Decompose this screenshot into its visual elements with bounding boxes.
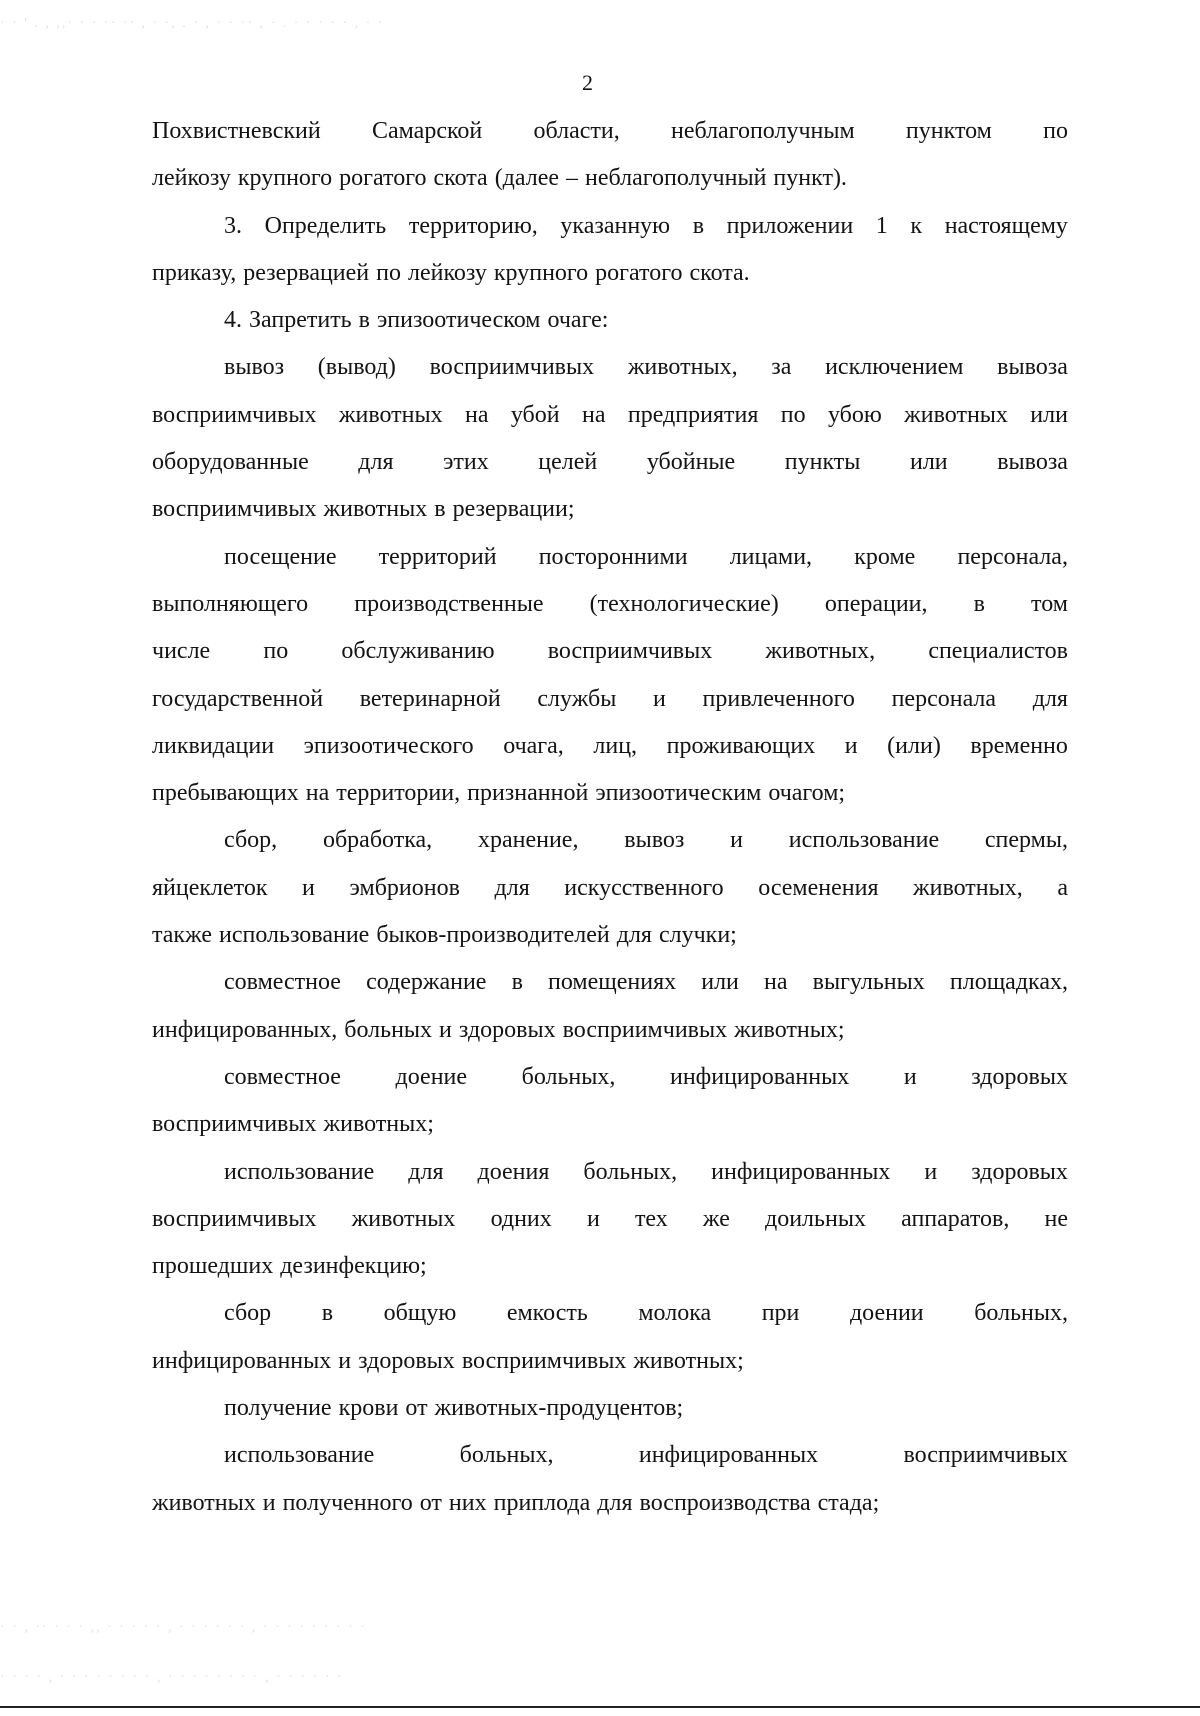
word: пребывающих [152,780,299,807]
word: для [1032,685,1068,712]
word: одних [490,1205,552,1232]
word: приложении [726,212,854,239]
word: очага, [503,732,564,759]
text-line [152,770,1068,817]
word: Самарской [371,118,483,144]
word: крупного [237,165,333,192]
word: эпизоотического [303,732,474,759]
word: на [764,969,788,996]
word: к [910,212,923,239]
word: 1 [875,212,888,239]
word: вывоза [997,449,1068,476]
word: при [761,1300,800,1327]
word: восприимчивых [903,1442,1068,1469]
word: лейкозу [408,259,487,286]
word: а [1057,874,1068,901]
word: скота [433,165,488,192]
word: вывоз [624,827,685,854]
word: сбор, [224,827,278,854]
word: обслуживанию [341,638,495,665]
text-line [152,534,1068,581]
word: прошедших [152,1253,274,1280]
text-line [152,1480,1068,1527]
word: для [616,922,652,949]
word: и [903,1063,917,1090]
word: больных [344,1016,433,1043]
word: от [419,1489,442,1516]
word: признанной [467,780,589,807]
word: восприимчивых [562,1016,728,1043]
word: совместное [224,969,341,996]
text-line [152,1432,1068,1479]
word: больных, [583,1158,678,1185]
word: восприимчивых [152,401,317,428]
word: Определить [264,212,387,239]
word: резервацией [243,259,370,286]
word: площадках, [949,969,1068,996]
word: животных [904,401,1008,428]
word: от [405,1395,428,1422]
text-line [152,1385,1068,1432]
text-line [152,108,1068,155]
word: доильных [765,1205,866,1232]
text-line [152,1101,1068,1148]
word: искусственного [564,874,724,901]
word: инфицированных [152,1347,332,1374]
word: для [358,449,394,476]
word: эпизоотическим [595,780,762,807]
word: в [321,1300,334,1327]
word: лейкозу [152,165,231,192]
scan-noise: · · ' . , ,,· · · ·· ·· , · ·, . · , · · ·· , · . · · · · · , · · [0,18,385,30]
word: здоровых [358,1347,455,1374]
word: территории, [336,780,461,807]
word: использование [788,827,940,854]
word: рогатого [595,259,683,286]
text-line [152,1290,1068,1337]
word: инфицированных [711,1158,891,1185]
word: операции, [824,590,928,617]
word: животных [323,496,428,523]
word: и [924,1158,938,1185]
text-line [152,439,1068,486]
word: (технологические) [589,590,779,617]
word: быков-производителей [376,922,610,949]
word: Похвистневский [152,118,321,144]
word: яйцеклеток [152,874,268,901]
word: (далее [494,165,560,192]
word: – [566,165,579,192]
word: в [434,496,446,523]
word: исключением [825,354,964,381]
word: посторонними [538,543,688,570]
word: рогатого [339,165,427,192]
word: убойные [646,449,736,476]
word: для [597,1489,633,1516]
word: (вывод) [317,354,396,381]
word: животных-продуцентов; [434,1395,684,1422]
word: вывоза [997,354,1068,381]
word: же [702,1205,730,1232]
word: территорий [378,543,497,570]
word: том [1031,590,1068,617]
word: здоровых [458,1016,556,1043]
word: и [262,1489,276,1516]
word: проживающих [666,732,816,759]
word: случки; [658,922,737,949]
word: инфицированных [638,1442,819,1469]
word: здоровых [971,1158,1068,1185]
word: спермы, [984,827,1068,854]
word: общую [383,1300,457,1327]
word: Запретить [249,307,352,334]
word: и [844,732,858,759]
word: этих [443,449,489,476]
scan-noise: · · , ·· · · · ,, · · · · · , · · · · · · , · · · · · · · · · [0,1622,367,1634]
word: неблагополучный [585,165,767,192]
text-line [152,959,1068,1006]
word: инфицированных, [152,1016,338,1043]
word: очаге: [547,307,609,334]
word: животных; [734,1016,845,1043]
word: убой [510,401,560,428]
word: очагом; [768,780,846,807]
text-line [152,817,1068,864]
word: по [1043,118,1068,144]
word: емкость [506,1300,588,1327]
word: государственной [152,685,324,712]
word: животных, [765,638,876,665]
word: на [465,401,489,428]
word: и [302,874,315,901]
word: осеменения [758,874,879,901]
text-line [152,203,1068,250]
word: животных, [627,354,738,381]
word: предприятия [627,401,759,428]
text-line [152,628,1068,675]
word: посещение [224,543,337,570]
word: животных [351,1205,456,1232]
word: тех [634,1205,668,1232]
word: эмбрионов [349,874,460,901]
word: крови [338,1395,399,1422]
word: вывоз [224,354,285,381]
word: или [701,969,739,996]
word: выполняющего [152,590,309,617]
word: не [1044,1205,1068,1232]
text-line [152,250,1068,297]
word: и [730,827,743,854]
word: для [408,1158,444,1185]
word: указанную [560,212,671,239]
word: совместное [224,1063,341,1090]
word: полученного [282,1489,413,1516]
text-line [152,392,1068,439]
word: эпизоотическом [376,307,541,334]
word: скота. [689,259,750,286]
word: в [973,590,985,617]
word: области, [533,118,620,144]
word: (или) [887,732,941,759]
word: пункт). [773,165,847,192]
word: животных; [633,1347,744,1374]
word: животных, [913,874,1023,901]
word: больных, [459,1442,554,1469]
word: стада; [817,1489,880,1516]
word: по [780,401,806,428]
word: или [909,449,948,476]
text-line [152,1149,1068,1196]
text-line [152,1054,1068,1101]
word: здоровых [971,1063,1068,1090]
word: восприимчивых [547,638,713,665]
text-line [152,865,1068,912]
word: использование [219,922,370,949]
word: использование [224,1158,375,1185]
text-line [152,1007,1068,1054]
word: резервации; [452,496,575,523]
word: и [338,1347,352,1374]
word: лиц, [593,732,638,759]
page-number: 2 [582,70,593,95]
word: восприимчивых [152,1111,317,1138]
word: воспроизводства [639,1489,811,1516]
text-line [152,723,1068,770]
word: приказу, [152,259,237,286]
word: приплода [493,1489,591,1516]
word: пунктом [905,118,992,144]
word: в [358,307,370,334]
word: ликвидации [152,732,275,759]
word: неблагополучным [670,118,855,144]
word: кроме [854,543,916,570]
word: инфицированных [669,1063,850,1090]
word: числе [152,638,211,665]
word: персонала [891,685,997,712]
word: также [152,922,213,949]
word: и [653,685,666,712]
word: службы [537,685,617,712]
word: содержание [366,969,487,996]
word: настоящему [944,212,1068,239]
word: и [439,1016,452,1043]
word: животных [338,401,443,428]
word: них [448,1489,487,1516]
word: обработка, [322,827,433,854]
word: 4. [224,307,242,334]
word: выгульных [812,969,925,996]
word: на [582,401,606,428]
word: доении [849,1300,924,1327]
word: больных, [974,1300,1068,1327]
word: восприимчивых [429,354,595,381]
word: по [376,259,401,286]
word: или [1030,401,1068,428]
word: за [771,354,792,381]
word: использование [224,1442,375,1469]
text-line [152,676,1068,723]
word: восприимчивых [152,496,317,523]
word: восприимчивых [152,1205,317,1232]
text-line [152,297,1068,344]
word: и [586,1205,600,1232]
word: молока [638,1300,712,1327]
word: доение [395,1063,468,1090]
word: сбор [224,1300,272,1327]
word: получение [224,1395,332,1422]
word: животных [152,1489,256,1516]
word: помещениях [548,969,677,996]
word: хранение, [477,827,579,854]
document-body [152,108,1068,1527]
page-bottom-edge [0,1706,1200,1708]
word: 3. [224,212,242,239]
scan-noise: · · · · , · · · · · · · · , · · · · · · · · , · · · · · · [0,1672,344,1684]
word: целей [538,449,598,476]
text-line [152,1338,1068,1385]
word: производственные [354,590,544,617]
word: дезинфекцию; [280,1253,427,1280]
word: убою [827,401,882,428]
word: оборудованные [152,449,309,476]
word: пункты [784,449,861,476]
word: в [692,212,705,239]
text-line [152,155,1068,202]
text-line [152,1196,1068,1243]
text-line [152,1243,1068,1290]
text-line [152,344,1068,391]
word: персонала, [957,543,1068,570]
word: доения [477,1158,550,1185]
word: животных; [323,1111,434,1138]
text-line [152,912,1068,959]
word: привлеченного [702,685,855,712]
word: по [263,638,289,665]
word: на [305,780,330,807]
word: лицами, [729,543,813,570]
word: крупного [493,259,589,286]
text-line [152,486,1068,533]
text-line [152,581,1068,628]
word: аппаратов, [901,1205,1010,1232]
word: специалистов [928,638,1068,665]
word: восприимчивых [461,1347,627,1374]
word: временно [970,732,1068,759]
word: в [511,969,523,996]
word: больных, [521,1063,616,1090]
word: для [494,874,530,901]
word: территорию, [408,212,538,239]
word: ветеринарной [359,685,501,712]
